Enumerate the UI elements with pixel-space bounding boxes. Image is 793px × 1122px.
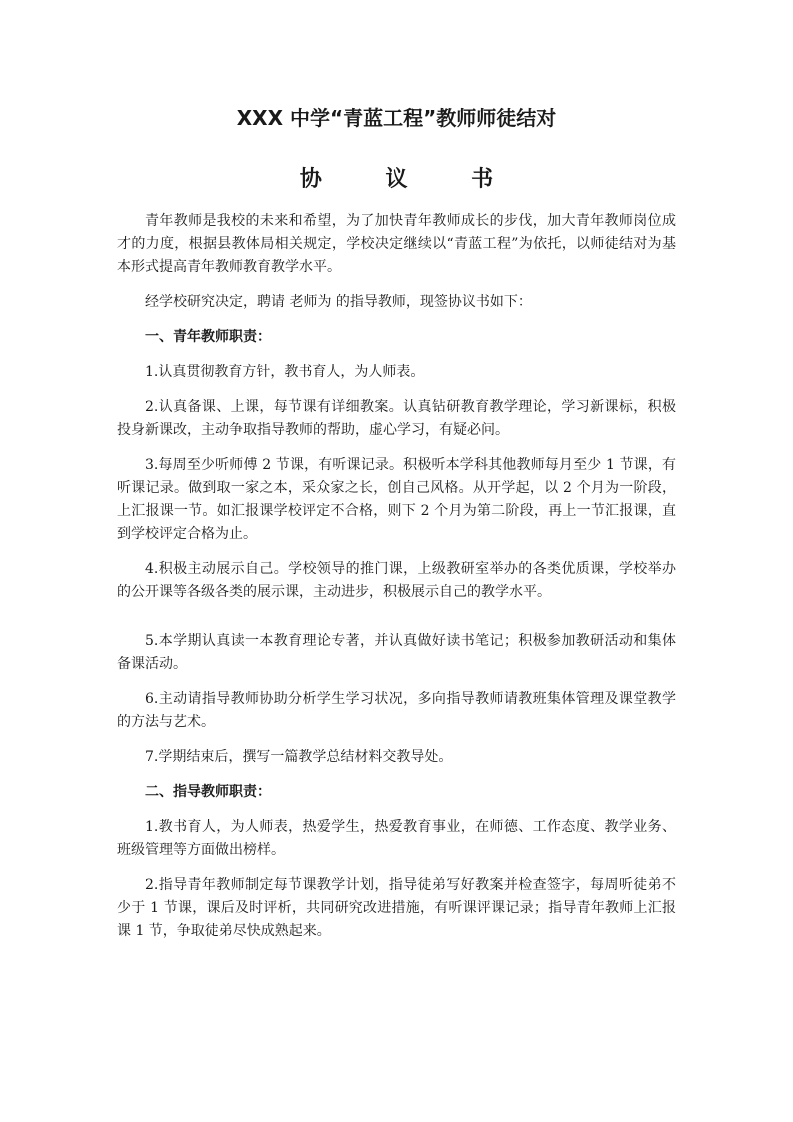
list-item: 2.认真备课、上课，每节课有详细教案。认真钻研教育教学理论，学习新课标，积极投身新课改，主动争取指导教师的帮助，虚心学习，有疑必问。 — [117, 399, 676, 438]
list-item: 1.教书育人，为人师表，热爱学生，热爱教育事业，在师德、工作态度、教学业务、班级管理等方面做出榜样。 — [117, 819, 676, 858]
section-heading-mentor: 二、指导教师职责： — [145, 784, 271, 800]
list-item: 1.认真贯彻教育方针，教书育人，为人师表。 — [145, 364, 425, 380]
document-subtitle: 协 议 书 — [299, 166, 522, 192]
list-item: 4.积极主动展示自己。学校领导的推门课，上级教研室举办的各类优质课，学校举办的公开课等各级各类的展示课，主动进步，积极展示自己的教学水平。 — [117, 561, 676, 600]
list-item: 3.每周至少听师傅 2 节课，有听课记录。积极听本学科其他教师每月至少 1 节课，有听课记录。做到取一家之本，采众家之长，创自己风格。从开学起，以 2 个月为一阶段，上汇报课一节。如汇报课学校评定不合格，则下 2 个月为第二阶段，再上一节汇报课，直到学校评定合格为止。 — [117, 457, 676, 542]
document-body — [117, 210, 676, 955]
paragraph-appointment: 经学校研究决定，聘请 老师为 的指导教师，现签协议书如下： — [145, 294, 532, 310]
list-item: 7.学期结束后，撰写一篇教学总结材料交教导处。 — [145, 749, 453, 765]
document-title: XXX 中学“青蓝工程”教师师徒结对 — [236, 106, 557, 130]
list-item: 6.主动请指导教师协助分析学生学习状况，多向指导教师请教班集体管理及课堂教学的方法与艺术。 — [117, 691, 676, 730]
paragraph-intro: 青年教师是我校的未来和希望，为了加快青年教师成长的步伐，加大青年教师岗位成才的力度，根据县教体局相关规定，学校决定继续以“青蓝工程”为依托，以师徒结对为基本形式提高青年教师教育教学水平。 — [117, 213, 676, 275]
list-item: 5.本学期认真读一本教育理论专著，并认真做好读书笔记；积极参加教研活动和集体备课活动。 — [117, 633, 676, 672]
list-item: 2.指导青年教师制定每节课教学计划，指导徒弟写好教案并检查签字，每周听徒弟不少于 1 节课，课后及时评析，共同研究改进措施，有听课评课记录；指导青年教师上汇报课 1 节，争取徒弟尽快成熟起来。 — [117, 877, 676, 939]
section-heading-young-teacher: 一、青年教师职责： — [145, 329, 271, 345]
